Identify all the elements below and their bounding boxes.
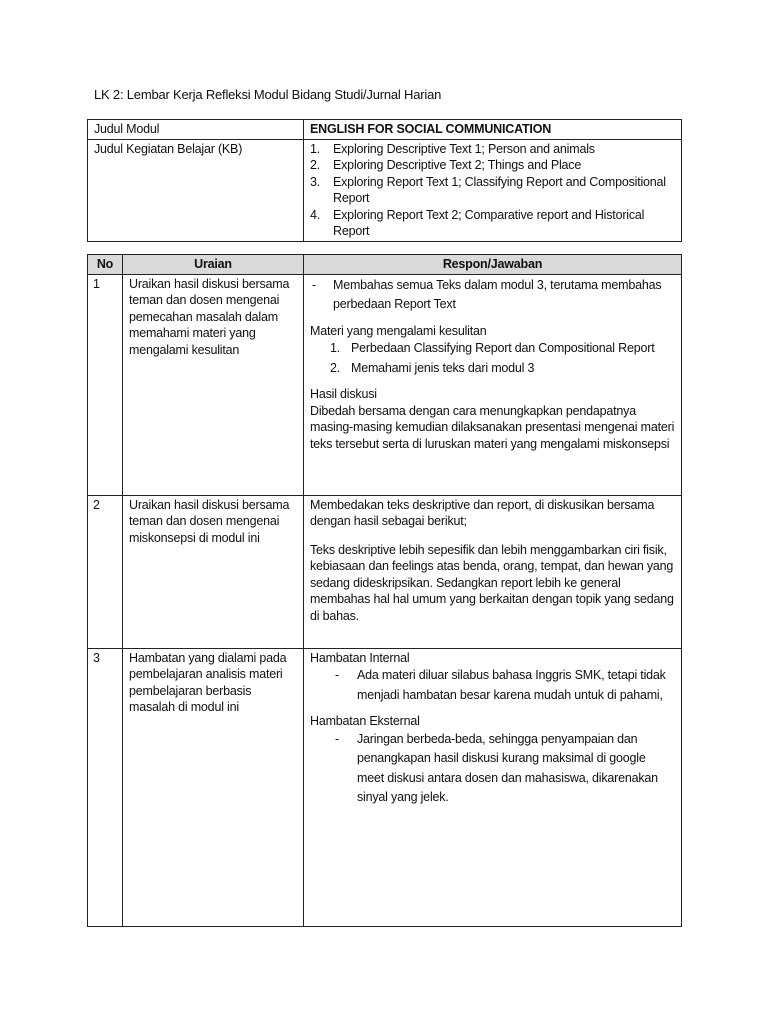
kb-item-text: Exploring Descriptive Text 1; Person and animals [333,141,595,156]
row-respon [304,274,682,495]
row-number: 2 [88,495,123,648]
row-uraian: Hambatan yang dialami pada pembelajaran analisis materi pembelajaran berbasis masalah di modul ini [123,648,304,926]
materi-item-number: 2. [330,360,341,375]
module-info-table [87,119,682,242]
materi-list-item [310,339,675,359]
module-title-label: Judul Modul [88,120,304,140]
module-title-value: ENGLISH FOR SOCIAL COMMUNICATION [304,120,682,140]
kb-item-text: Exploring Descriptive Text 2; Things and Place [333,158,582,172]
dash-bullet: - [312,277,316,292]
table-row [88,495,682,648]
header-row [88,255,682,275]
kb-item-number: 4. [310,207,321,222]
hasil-text: Dibedah bersama dengan cara menungkapkan pendapatnya masing-masing kemudian dilaksanakan presentasi mengenai materi teks tersebut serta di luruskan materi yang mengalami miskonsepsi [310,403,675,451]
header-uraian: Uraian [123,255,304,275]
dash-bullet: - [335,731,339,746]
kb-item-number: 1. [310,141,321,156]
dash-text: Membahas semua Teks dalam modul 3, terutama membahas perbedaan Report Text [333,277,662,311]
table-row [88,274,682,495]
kb-item-number: 2. [310,158,321,172]
kb-list-item [310,141,675,158]
dash-text: Ada materi diluar silabus bahasa Inggris SMK, tetapi tidak menjadi hambatan besar karena mudah untuk di pahami, [357,668,666,702]
materi-list [310,339,675,378]
hasil-heading: Hasil diskusi [310,387,377,401]
materi-list-item [310,359,675,379]
header-respon: Respon/Jawaban [304,255,682,275]
materi-item-number: 1. [330,341,341,355]
kb-item-text: Exploring Report Text 1; Classifying Report and Compositional Report [333,174,666,205]
row-number: 1 [88,274,123,495]
eksternal-heading: Hambatan Eksternal [310,714,420,728]
dash-text: Jaringan berbeda-beda, sehingga penyampaian dan penangkapan hasil diskusi kurang maksimal di google meet diskusi antara dosen dan mahasiswa, dikarenakan sinyal yang jelek. [357,731,658,804]
kb-list-item [310,174,675,207]
internal-heading: Hambatan Internal [310,650,410,665]
materi-heading: Materi yang mengalami kesulitan [310,323,487,338]
dash-item [310,666,675,705]
document-title: LK 2: Lembar Kerja Refleksi Modul Bidang Studi/Jurnal Harian [94,87,442,102]
dash-bullet: - [335,668,339,682]
kb-list-item [310,157,675,174]
row-respon [304,648,682,926]
materi-item-text: Perbedaan Classifying Report dan Compositional Report [351,341,655,355]
respon-paragraph: Teks deskriptive lebih sepesifik dan lebih menggambarkan ciri fisik, kebiasaan dan feelings atas benda, orang, tempat, dan hewan yang sedang dideskripsikan. Sedangkan report lebih ke general membahas hal hal umum yang berkaitan dengan topik yang sedang di bahas. [310,542,674,623]
respon-paragraph: Membedakan teks deskriptive dan report, di diskusikan bersama dengan hasil sebagai berikut; [310,497,655,528]
materi-item-text: Memahami jenis teks dari modul 3 [351,360,535,375]
row-uraian: Uraikan hasil diskusi bersama teman dan dosen mengenai pemecahan masalah dalam memahami materi yang mengalami kesulitan [123,274,304,495]
row-number: 3 [88,648,123,926]
kb-list-item [310,207,675,240]
table-row [88,648,682,926]
reflection-table [87,254,682,927]
kb-list [310,141,675,240]
row-respon [304,495,682,648]
header-no: No [88,255,123,275]
module-title-row [88,120,682,140]
row-uraian: Uraikan hasil diskusi bersama teman dan dosen mengenai miskonsepsi di modul ini [123,495,304,648]
kb-item-number: 3. [310,174,321,189]
kb-row [88,139,682,241]
kb-label: Judul Kegiatan Belajar (KB) [88,139,304,241]
kb-item-text: Exploring Report Text 2; Comparative report and Historical Report [333,207,645,238]
kb-list-cell [304,139,682,241]
dash-item [310,730,675,808]
dash-item [310,276,675,315]
